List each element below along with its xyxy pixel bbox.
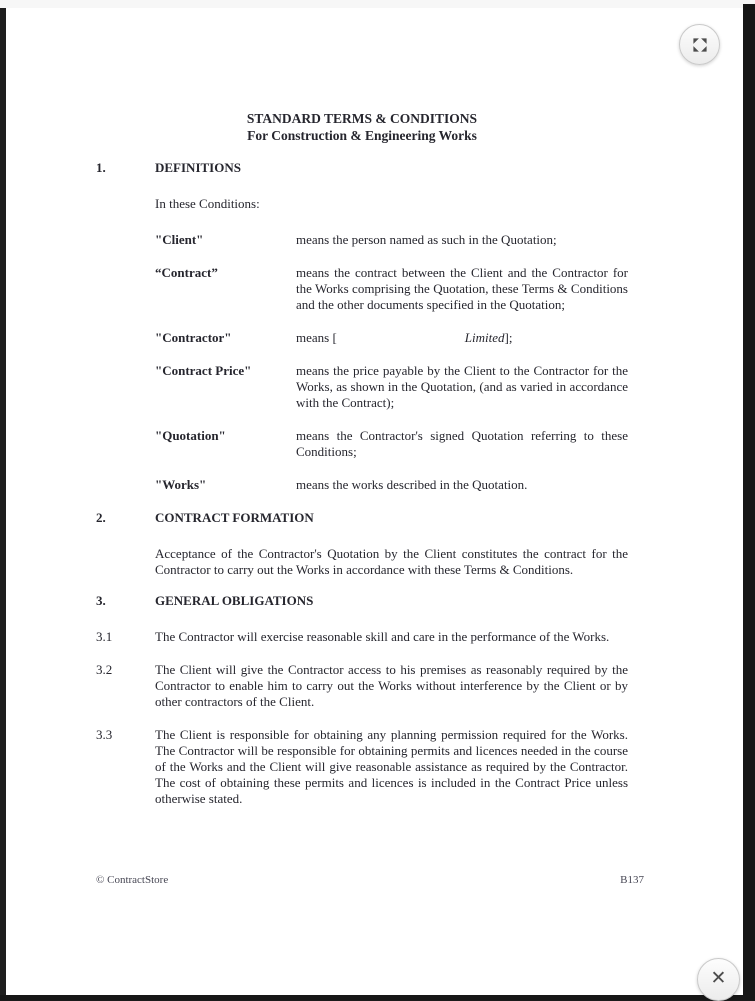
definition-text: means the price payable by the Client to the Contractor for the Works, as shown in the Quotation, (and as varied in accordance with the Contract);: [296, 363, 628, 410]
clause-3-2: [96, 662, 628, 710]
definition-text: means the person named as such in the Quotation;: [296, 232, 557, 247]
definition-term: “Contract”: [155, 265, 218, 280]
clause-body: The Contractor will exercise reasonable skill and care in the performance of the Works.: [155, 629, 610, 644]
definition-term: "Contract Price": [155, 363, 252, 378]
intro-spacer: [96, 196, 155, 212]
document-subtitle: For Construction & Engineering Works: [247, 128, 477, 143]
expand-button[interactable]: [679, 24, 720, 65]
definition-text: [296, 330, 628, 346]
definition-row-client: [155, 232, 628, 248]
document-title-block: [96, 110, 628, 144]
definition-row-contractor: [155, 330, 628, 346]
definition-row-quotation: [155, 428, 628, 460]
document-content: [6, 8, 743, 995]
definition-term: "Contractor": [155, 330, 232, 345]
definition-row-contract-price: [155, 363, 628, 411]
section-2-paragraph: [96, 546, 628, 578]
definition-text-pre: means [: [296, 330, 337, 345]
page-footer: [96, 874, 644, 887]
section-2-number: 2.: [96, 510, 106, 525]
overlay-top-strip: [0, 0, 755, 8]
overlay-bottom-strip: [0, 995, 755, 1000]
clause-number-spacer: [96, 546, 155, 578]
definition-term: "Client": [155, 232, 204, 247]
overlay-right-strip: [743, 4, 755, 1000]
definition-term: "Works": [155, 477, 207, 492]
section-1-heading: [96, 160, 628, 176]
definitions-intro-row: [96, 196, 628, 212]
definition-text: means the Contractor's signed Quotation referring to these Conditions;: [296, 428, 628, 459]
clause-3-3: [96, 727, 628, 807]
section-3-heading: [96, 593, 628, 609]
section-2-title: CONTRACT FORMATION: [155, 510, 314, 525]
definition-row-works: [155, 477, 628, 493]
section-2-heading: [96, 510, 628, 526]
section-1-number: 1.: [96, 160, 106, 175]
clause-number: 3.2: [96, 662, 113, 677]
footer-doc-code: B137: [620, 874, 644, 886]
definitions-intro: In these Conditions:: [155, 196, 260, 211]
section-3-title: GENERAL OBLIGATIONS: [155, 593, 314, 608]
definition-text-post: ];: [504, 330, 513, 345]
expand-icon: [689, 34, 711, 56]
close-button[interactable]: [697, 958, 740, 1001]
clause-number: 3.3: [96, 727, 113, 742]
definition-term: "Quotation": [155, 428, 226, 443]
footer-copyright: © ContractStore: [96, 874, 169, 886]
close-icon: ✕: [710, 967, 727, 989]
section-1-title: DEFINITIONS: [155, 160, 241, 175]
document-title: STANDARD TERMS & CONDITIONS: [246, 111, 478, 126]
section-3-number: 3.: [96, 593, 106, 608]
section-2-body: Acceptance of the Contractor's Quotation by the Client constitutes the contract for the Contractor to carry out the Works in accordance with these Terms & Conditions.: [155, 546, 628, 577]
document-page: [6, 8, 743, 995]
definition-text: means the works described in the Quotation.: [296, 477, 528, 492]
definition-text: means the contract between the Client and the Contractor for the Works comprising the Quotation, these Terms & Conditions and the other documents specified in the Quotation;: [296, 265, 628, 312]
clause-3-1: [96, 629, 628, 645]
clause-body: The Client is responsible for obtaining any planning permission required for the Works. The Contractor will be responsible for obtaining permits and licences needed in the course of the Works and the Client will give reasonable assistance as required by the Contractor. The cost of obtaining these permits and licences is included in the Contract Price unless otherwise stated.: [155, 727, 628, 806]
clause-number: 3.1: [96, 629, 113, 644]
definition-text-italic: Limited: [464, 330, 505, 345]
clause-body: The Client will give the Contractor access to his premises as reasonably required by the Contractor to enable him to carry out the Works without interference by the Client or by other contractors of the Client.: [155, 662, 628, 709]
definition-row-contract: [155, 265, 628, 313]
